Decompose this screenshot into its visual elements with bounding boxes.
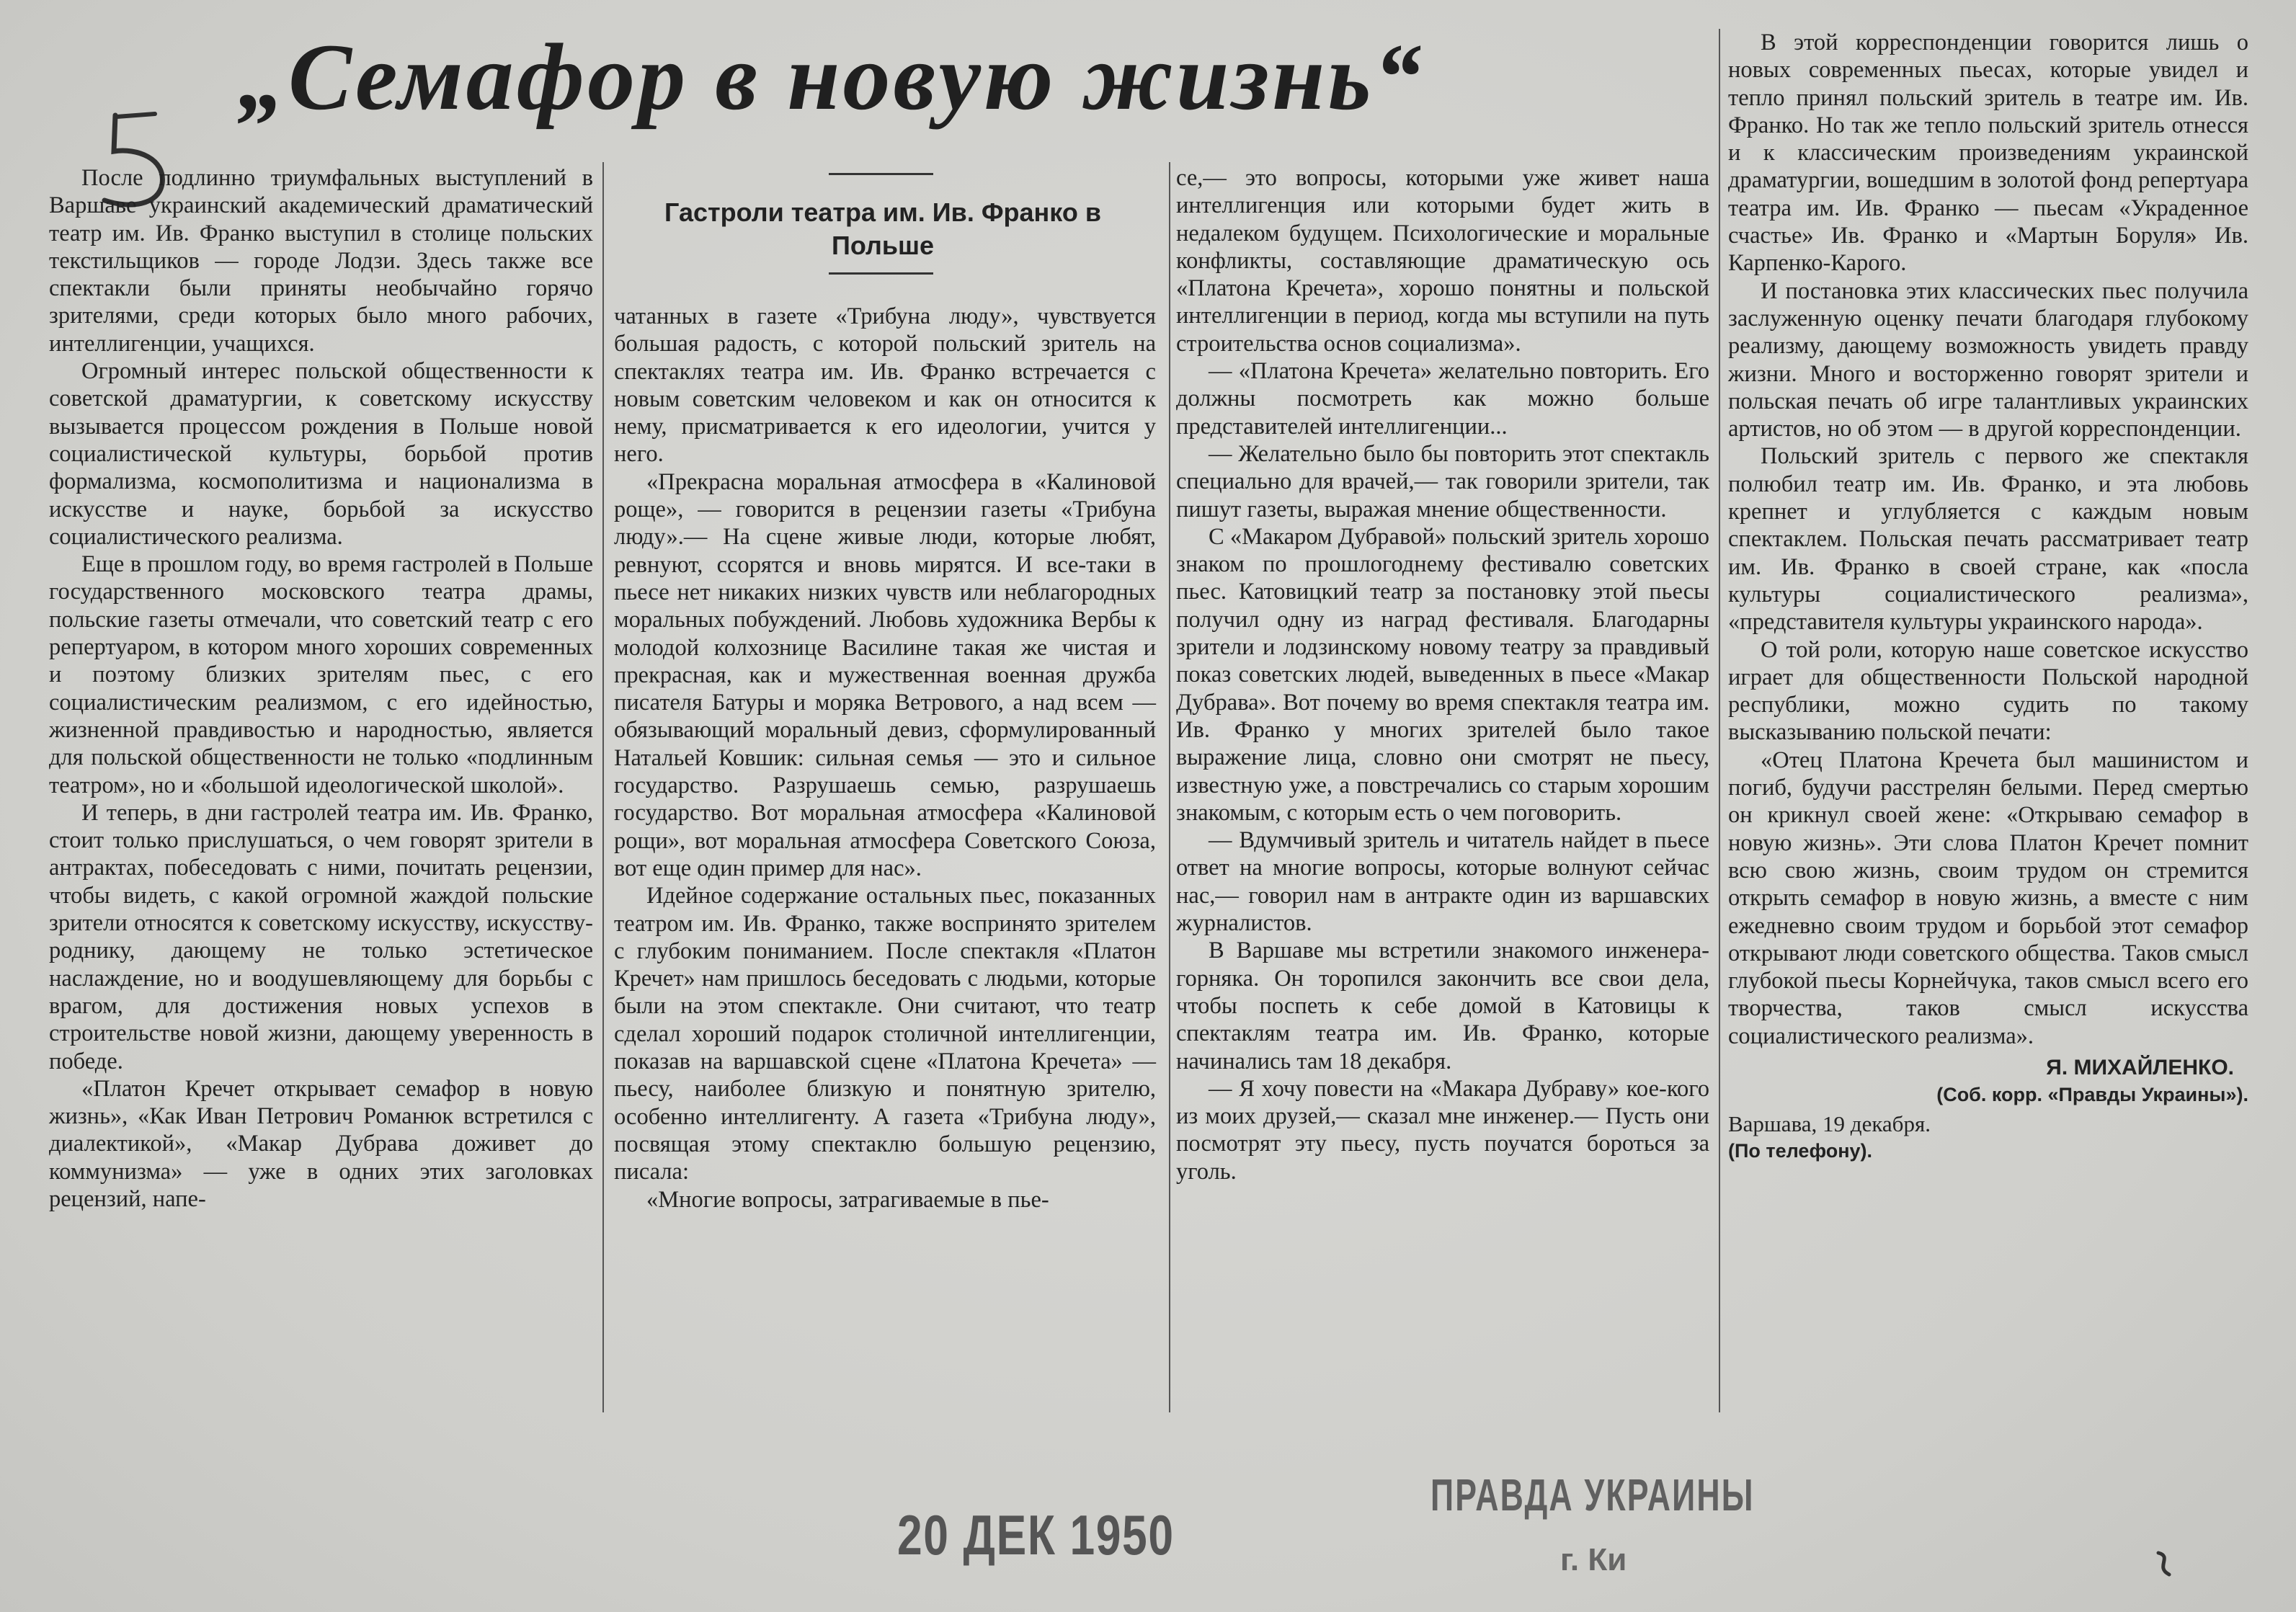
- city-stamp: г. Ки: [1560, 1542, 1627, 1577]
- text-column-1: [49, 164, 593, 1213]
- correspondent-note: (Соб. корр. «Правды Украины»).: [1936, 1083, 2248, 1105]
- paragraph: «Многие вопросы, затрагиваемые в пье-: [646, 1186, 1049, 1213]
- subtitle-rule-bottom: [829, 272, 933, 275]
- text-column-4: [1728, 29, 2248, 1164]
- paragraph: — Желательно было бы повторить этот спектакль специально для врачей,— так говорили зрители, так пишут газеты, выражая мнение общественности.: [1176, 440, 1709, 522]
- paragraph: После подлинно триумфальных выступлений в Варшаве украинский академический драматический театр им. Ив. Франко выступил в столице польских текстильщиков — городе Лодзи. Здесь также все спектакли были приняты необычайно горячо зрителями, среди которых было много рабочих, интеллигенции, учащихся.: [49, 165, 593, 357]
- transmission-note: (По телефону).: [1728, 1139, 1873, 1162]
- paragraph: «Отец Платона Кречета был машинистом и погиб, будучи расстрелян белыми. Перед смертью он крикнул своей жене: «Открываю семафор в новую жизнь». Эти слова Платон Кречет помнит всю свою жизнь, своим трудом он стремится открыть семафор в новую жизнь, а вместе с ним ежедневно своим трудом и борьбой этот семафор открывают люди советского общества. Таков смысл глубокой пьесы Корнейчука, таков смысл всего его творчества, таков смысл искусства социалистического реализма».: [1728, 747, 2248, 1049]
- date-stamp: 20 ДЕК 1950: [897, 1503, 1175, 1567]
- column-divider-1: [602, 162, 604, 1412]
- paragraph: Польский зритель с первого же спектакля полюбил театр им. Ив. Франко, и эта любовь крепнет и углубляется с каждым новым спектаклем. Польская печать рассматривает театр им. Ив. Франко в своей стране, как «посла культуры социалистического реализма», «представителя культуры украинского народа».: [1728, 443, 2248, 636]
- column-divider-3: [1719, 29, 1720, 1412]
- text-column-3: [1176, 164, 1709, 1185]
- paragraph: чатанных в газете «Трибуна люду», чувствуется большая радость, с которой польский зритель на спектаклях театра им. Ив. Франко встречается с новым советским человеком и как он относится к нему, присматривается к его идеологии, учится у него.: [614, 303, 1156, 468]
- paragraph: Огромный интерес польской общественности к советской драматургии, к советскому искусству вызывается процессом рождения в Польше новой социалистической культуры, борьбой против формализма, космополитизма и национализма в искусстве и науке, борьбой за искусство социалистического реализма.: [49, 358, 593, 550]
- paragraph: О той роли, которую наше советское искусство играет для общественности Польской народной республики, можно судить по такому высказыванию польской печати:: [1728, 636, 2248, 746]
- paragraph: — Вдумчивый зритель и читатель найдет в пьесе ответ на многие вопросы, которые волнуют сейчас нас,— говорил нам в антракте один из варшавских журналистов.: [1176, 827, 1709, 937]
- paragraph: В этой корреспонденции говорится лишь о новых современных пьесах, которые увидел и тепло принял польский зритель в театре им. Ив. Франко. Но так же тепло польский зритель отнесся и к классическим произведениям украинской драматургии, вошедшим в золотой фонд репертуара театра им. Ив. Франко — пьесам «Украденное счастье» Ив. Франко и «Мартын Боруля» Ив. Карпенко-Карого.: [1728, 30, 2248, 277]
- pen-squiggle-mark: [2151, 1549, 2180, 1578]
- article-title: „Семафор в новую жизнь“: [238, 24, 1425, 130]
- dateline: Варшава, 19 декабря.: [1728, 1110, 1931, 1136]
- paragraph: — «Платона Кречета» желательно повторить. Его должны посмотреть как можно больше представителей интеллигенции...: [1176, 358, 1709, 440]
- author-byline: Я. МИХАЙЛЕНКО.: [2046, 1055, 2234, 1079]
- paragraph: Идейное содержание остальных пьес, показанных театром им. Ив. Франко, также воспринято зрителем с глубоким пониманием. После спектакля «Платон Кречет» нам пришлось беседовать с людьми, которые были на этом спектакле. Они считают, что театр сделал хороший подарок столичной интеллигенции, показав на варшавской сцене «Платона Кречета» — пьесу, наиболее близкую и понятную зрителю, особенно интеллигенту. А газета «Трибуна люду», посвящая этому спектаклю большую рецензию, писала:: [614, 883, 1156, 1185]
- column-divider-2: [1169, 162, 1170, 1412]
- article-subtitle: Гастроли театра им. Ив. Франко в Польше: [664, 197, 1101, 260]
- paragraph: И теперь, в дни гастролей театра им. Ив. Франко, стоит только прислушаться, о чем говорят зрители в антрактах, побеседовать с ними, почитать рецензии, чтобы видеть, с какой огромной жаждой польские зрители относятся к советскому искусству, искусству-роднику, дающему не только эстетическое наслаждение, но и воодушевляющему для борьбы с врагом, для достижения новых успехов в строительстве новой жизни, дающему уверенность в победе.: [49, 799, 593, 1074]
- paragraph: «Платон Кречет открывает семафор в новую жизнь», «Как Иван Петрович Романюк встретился с диалектикой», «Макар Дубрава доживет до коммунизма» — уже в одних этих заголовках рецензий, напе-: [49, 1075, 593, 1212]
- paragraph: С «Макаром Дубравой» польский зритель хорошо знаком по прошлогоднему фестивалю советских пьес. Катовицкий театр за постановку этой пьесы получил одну из наград фестиваля. Благодарны зрители и лодзинскому новому театру за правдивый показ советских людей, выведенных в пьесе «Макар Дубрава». Вот почему во время спектакля театра им. Ив. Франко у многих зрителей было такое выражение лица, словно они смотрят не пьесу, известную уже, а повстречались со старым хорошим знакомым, с которым есть о чем поговорить.: [1176, 523, 1709, 826]
- title-rule-top: [829, 173, 933, 175]
- paragraph: се,— это вопросы, которыми уже живет наша интеллигенция или которыми будет жить в недалеком будущем. Психологические и моральные конфликты, составляющие драматическую ось «Платона Кречета», хорошо понятны и польской интеллигенции в период, когда мы вступили на путь строительства основ социализма».: [1176, 165, 1709, 357]
- paragraph: «Прекрасна моральная атмосфера в «Калиновой роще», — говорится в рецензии газеты «Трибуна люду».— На сцене живые люди, которые любят, ревнуют, ссорятся и вновь мирятся. И все-таки в пьесе нет никаких низких чувств или неблагородных моральных побуждений. Любовь художника Вербы к молодой колхознице Василине такая же чистая и прекрасная, как и мужественная военная дружба писателя Батуры и моряка Ветрового, а над всем — обязывающий моральный девиз, сформулированный Натальей Ковшик: сильная семья — это и сильное государство. Разрушаешь семью, разрушаешь государство. Вот моральная атмосфера «Калиновой рощи», вот моральная атмосфера Советского Союза, вот еще один пример для нас».: [614, 468, 1156, 881]
- paragraph: Еще в прошлом году, во время гастролей в Польше государственного московского театра драмы, польские газеты отмечали, что советский театр с его репертуаром, в котором много хороших современных и поэтому близких зрителям пьес, с его социалистическим реализмом, с его идейностью, жизненной правдивостью и народностью, является для польской общественности не только «подлинным театром», но и «большой идеологической школой».: [49, 551, 593, 798]
- text-column-2: [614, 303, 1156, 1214]
- newspaper-stamp: ПРАВДА УКРАИНЫ: [1430, 1471, 1755, 1520]
- paragraph: И постановка этих классических пьес получила заслуженную оценку печати благодаря глубокому реализму, дающему возможность увидеть правду жизни. Много и восторженно говорят зрители и польская печать об игре талантливых украинских артистов, но об этом — в другой корреспонденции.: [1728, 277, 2248, 442]
- paragraph: В Варшаве мы встретили знакомого инженера-горняка. Он торопился закончить все свои дела, чтобы поспеть к себе домой в Катовицы к спектаклям театра им. Ив. Франко, которые начинались там 18 декабря.: [1176, 938, 1709, 1074]
- paragraph: — Я хочу повести на «Макара Дубраву» кое-кого из моих друзей,— сказал мне инженер.— Пусть они посмотрят эту пьесу, пусть поучатся бороться за уголь.: [1176, 1075, 1709, 1185]
